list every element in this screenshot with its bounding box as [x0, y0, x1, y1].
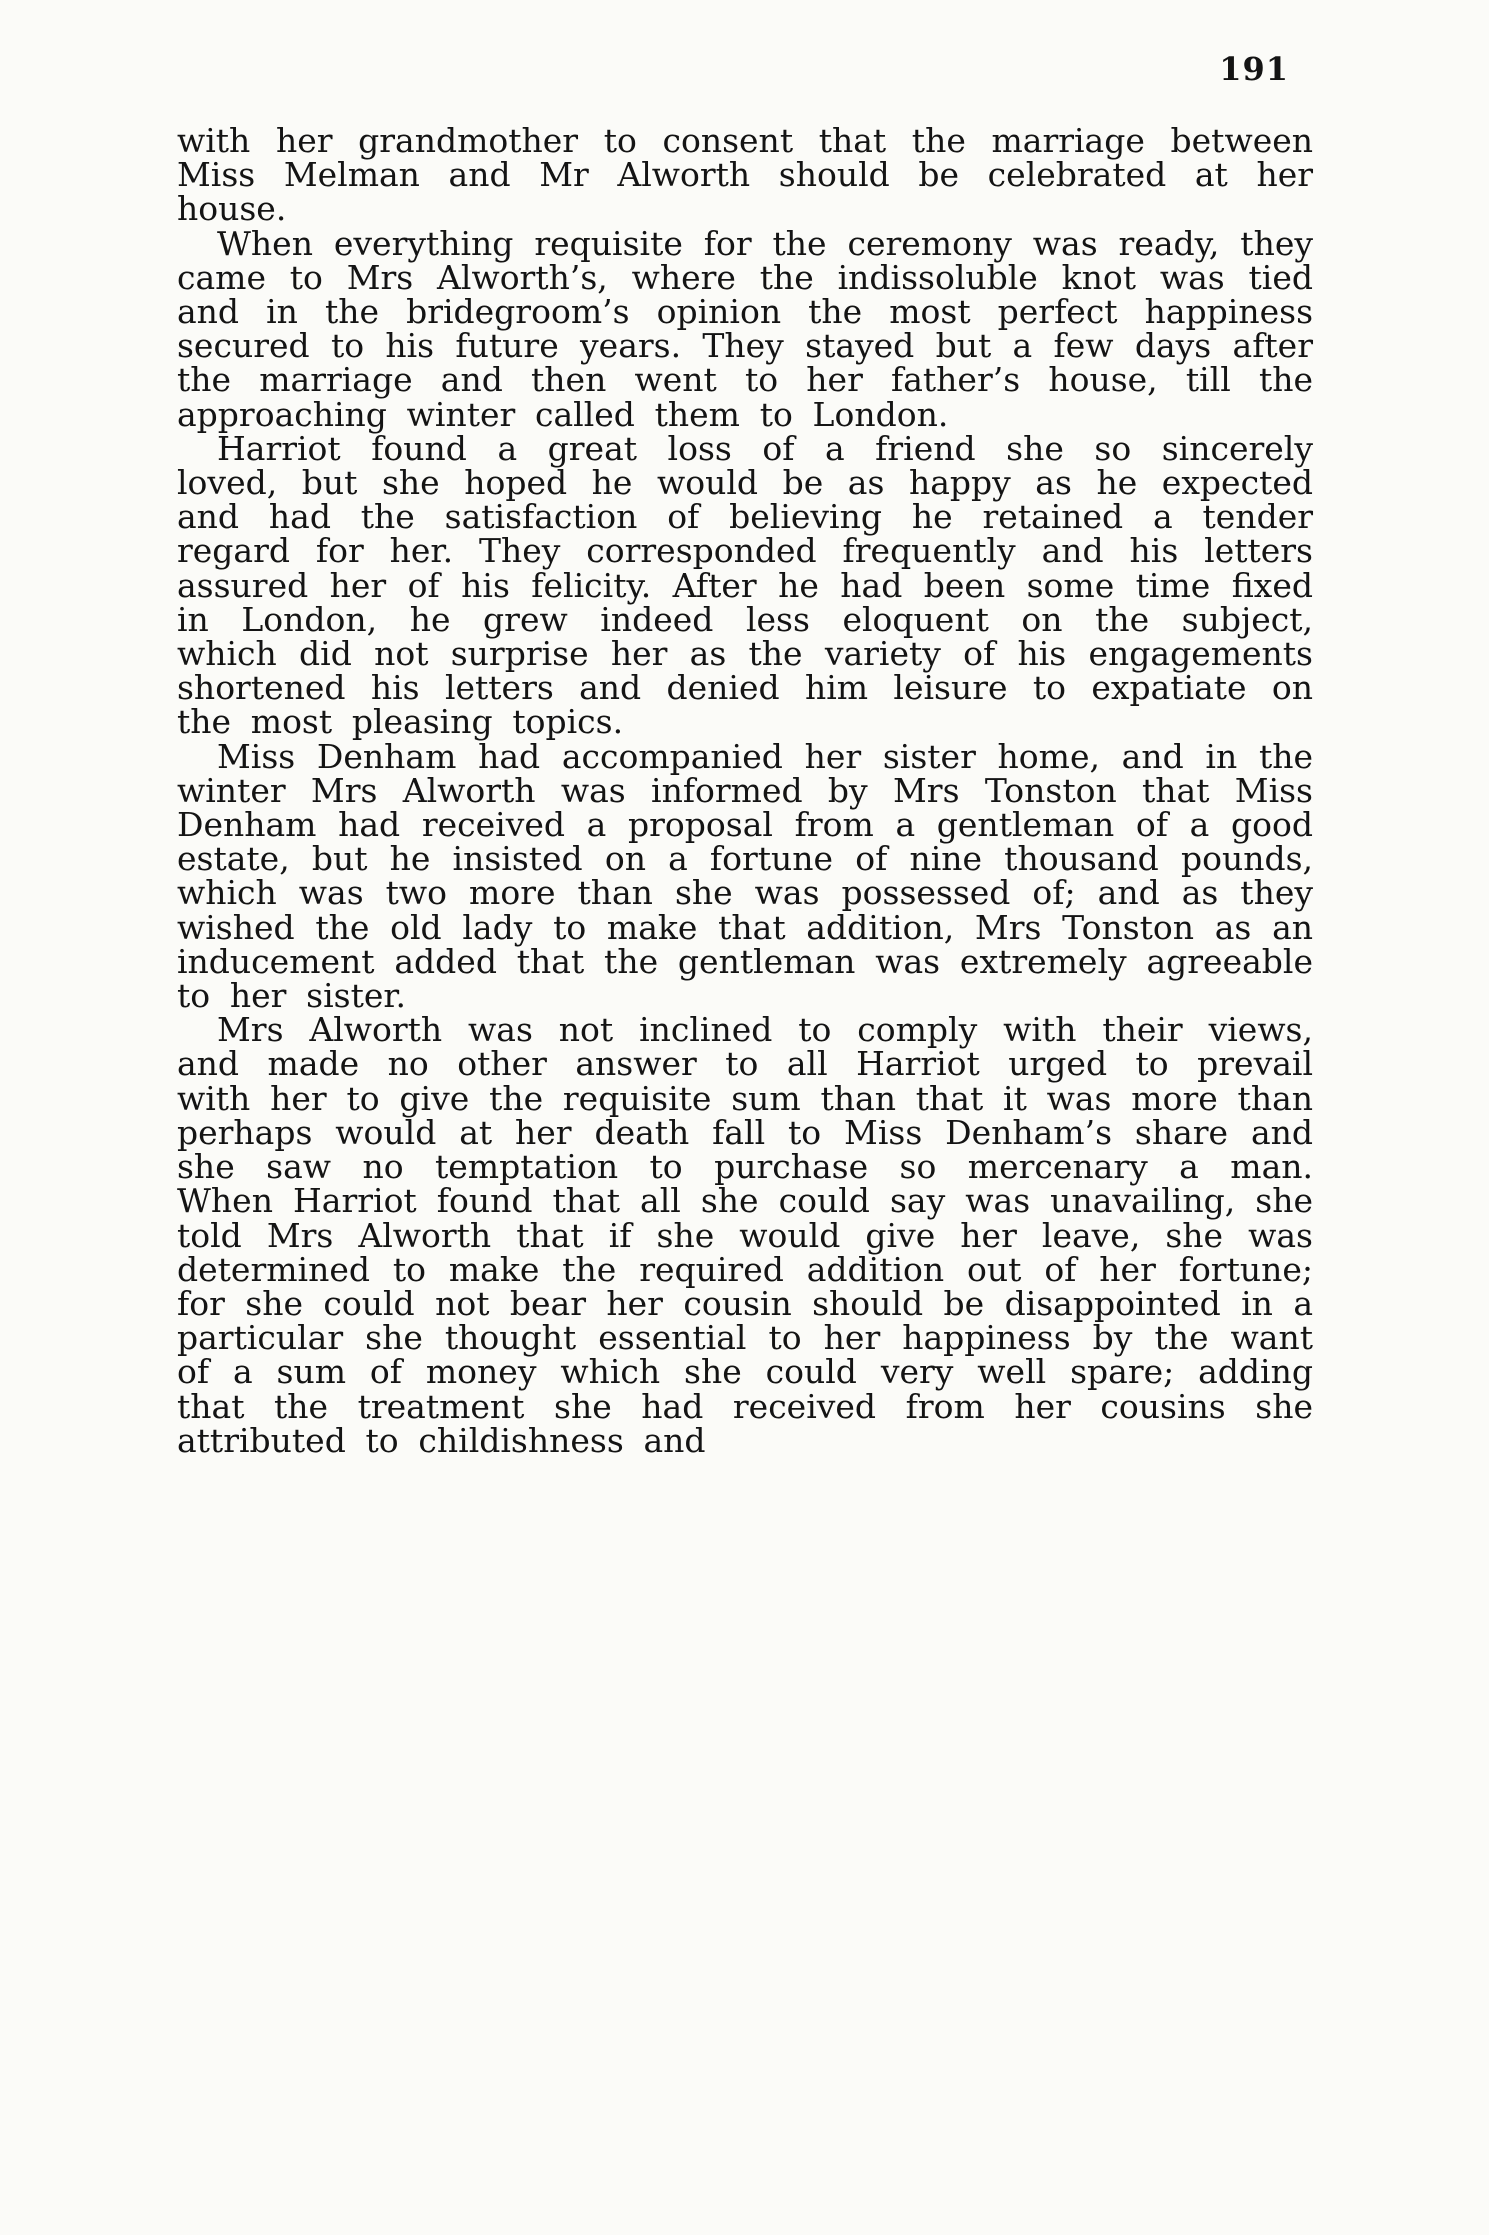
paragraph: Harriot found a great loss of a friend she so sincerely loved, but she hoped he would be as happy as he expected and had the satisfaction of believing he retained a tender regard for her. They corresponded frequently and his letters assured her of his felicity. After he had been some time fixed in London, he grew indeed less eloquent on the subject, which did not surprise her as the variety of his engagements shortened his letters and denied him leisure to expatiate on the most pleasing topics. — [177, 428, 1313, 742]
paragraph: Miss Denham had accompanied her sister home, and in the winter Mrs Alworth was informed by Mrs Tonston that Miss Denham had received a proposal from a gentleman of a good estate, but he insisted on a fortune of nine thousand pounds, which was two more than she was possessed of; and as they wished the old lady to make that addition, Mrs Tonston as an inducement added that the gentleman was extremely agreeable to her sister. — [177, 736, 1313, 1016]
paragraph: Mrs Alworth was not inclined to comply with their views, and made no other answer to all Harriot urged to prevail with her to give the requisite sum than that it was more than perhaps would at her death fall to Miss Denham’s share and she saw no temptation to purchase so mercenary a man. When Harriot found that all she could say was unavailing, she told Mrs Alworth that if she would give her leave, she was determined to make the required addition out of her fortune; for she could not bear her cousin should be disappointed in a particular she thought essential to her happiness by the want of a sum of money which she could very well spare; adding that the treatment she had received from her cousins she attributed to childishness and — [177, 1010, 1313, 1460]
page-number: 191 — [1219, 50, 1289, 88]
paragraph: with her grandmother to consent that the marriage between Miss Melman and Mr Alworth should be celebrated at her house. — [177, 121, 1313, 229]
paragraph: When everything requisite for the ceremony was ready, they came to Mrs Alworth’s, where the indissoluble knot was tied and in the bridegroom’s opinion the most perfect happiness secured to his future years. They stayed but a few days after the marriage and then went to her father’s house, till the approaching winter called them to London. — [177, 223, 1313, 434]
page-text — [177, 121, 1313, 1460]
